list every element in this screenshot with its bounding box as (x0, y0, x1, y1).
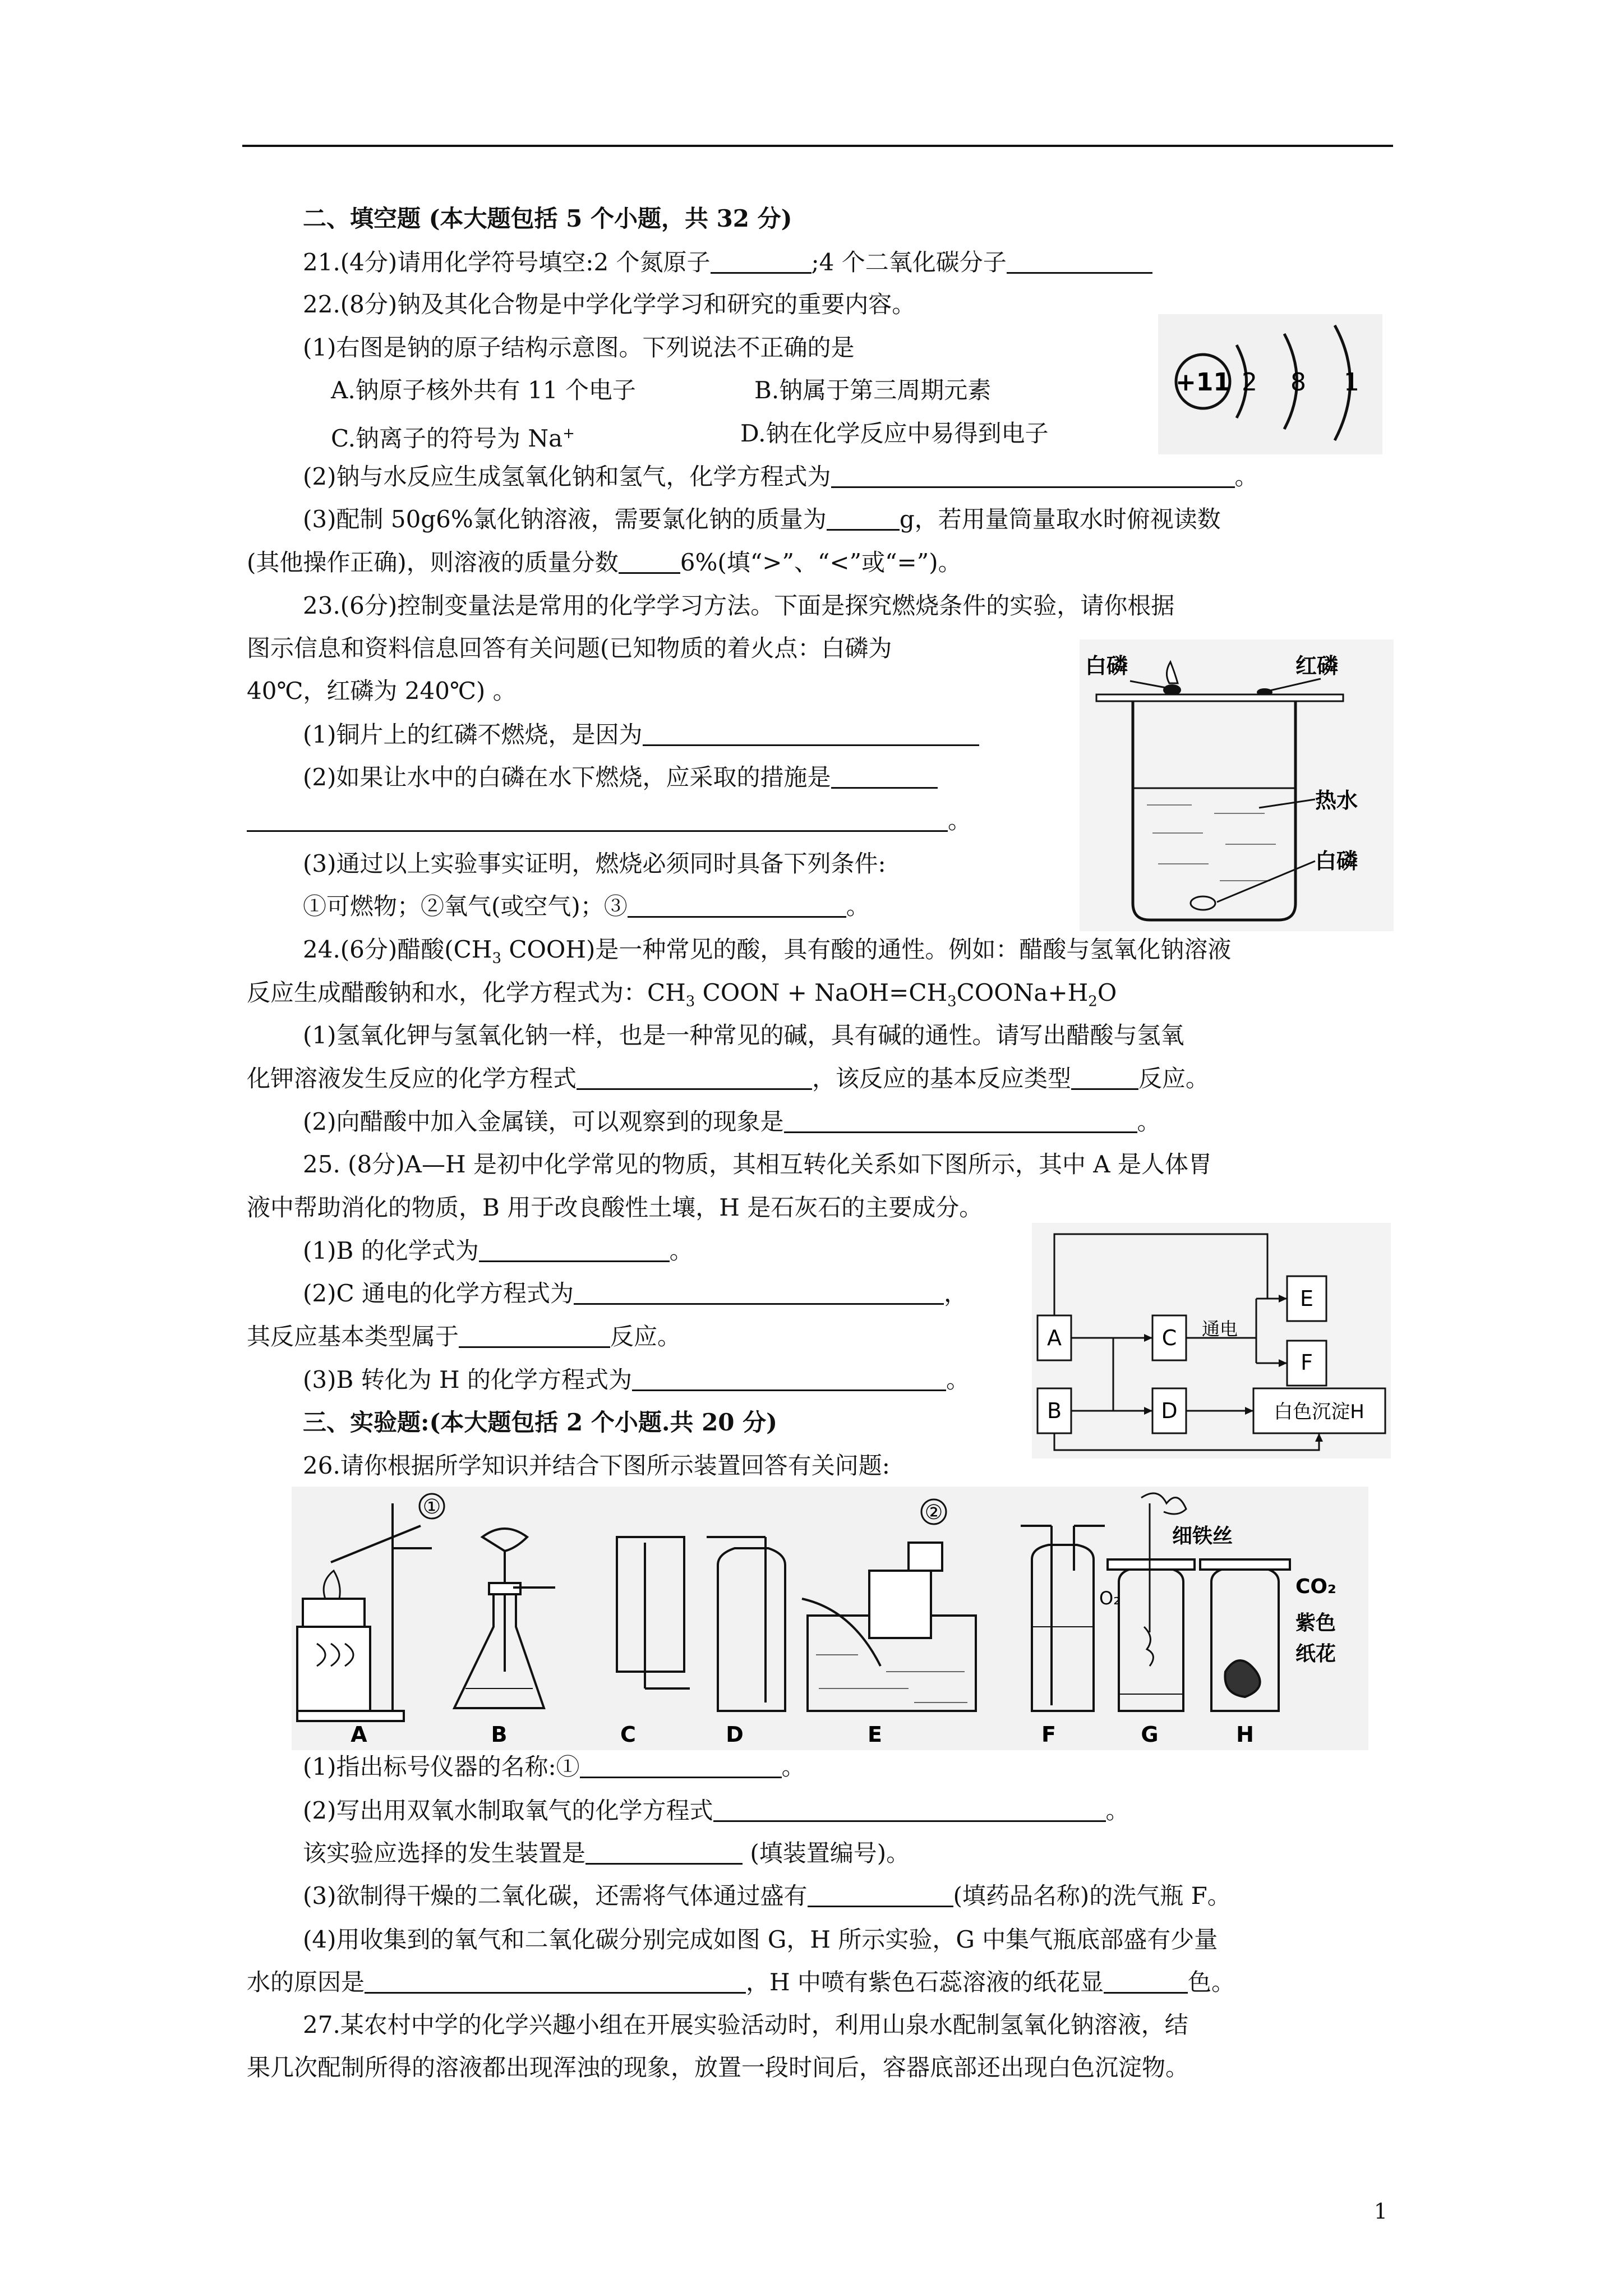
label-white-phosphorus-bottom: 白磷 (1315, 849, 1358, 873)
label-o2: O₂ (1099, 1588, 1121, 1609)
q22-p1: (1)右图是钠的原子结构示意图。下列说法不正确的是 (303, 334, 855, 361)
node-b-label: B (1046, 1398, 1062, 1423)
apparatus-label-f: F (1041, 1722, 1056, 1747)
shell-count: 8 (1290, 368, 1306, 397)
q25-p2: (2)C 通电的化学方程式为 ， (303, 1280, 967, 1307)
answer-blank[interactable] (577, 1066, 812, 1090)
combustion-experiment-figure (1080, 639, 1394, 931)
q22-p3b: (其他操作正确)，则溶液的质量分数 6%(填“>”、“<”或“=”)。 (247, 549, 962, 576)
edge-label-electrolysis: 通电 (1201, 1318, 1238, 1340)
node-e-label: E (1299, 1286, 1314, 1311)
transformation-diagram (1032, 1223, 1391, 1458)
q26-p2: (2)写出用双氧水制取氧气的化学方程式 。 (303, 1797, 1129, 1824)
mark-2: ② (924, 1501, 943, 1524)
answer-blank[interactable] (628, 894, 846, 918)
q22-intro: 22.(8分)钠及其化合物是中学化学学习和研究的重要内容。 (303, 291, 916, 318)
label-purple: 紫色 (1295, 1612, 1336, 1635)
page-number: 1 (1373, 2199, 1387, 2224)
q25-l1: 25. (8分)A—H 是初中化学常见的物质，其相互转化关系如下图所示，其中 A 是人体胃 (303, 1151, 1212, 1178)
q26-p4b: 水的原因是 ，H 中喷有紫色石蕊溶液的纸花显 色。 (247, 1968, 1235, 1996)
answer-blank[interactable] (574, 1281, 944, 1305)
q24-p1b: 化钾溶液发生反应的化学方程式 ，该反应的基本反应类型 反应。 (247, 1065, 1210, 1092)
node-c-label: C (1161, 1326, 1177, 1350)
answer-blank[interactable] (713, 1798, 1106, 1822)
node-a-label: A (1047, 1326, 1062, 1350)
copper-sheet (1096, 694, 1343, 701)
answer-blank[interactable] (632, 1367, 946, 1391)
q23-l3: 40℃，红磷为 240℃) 。 (247, 677, 517, 705)
apparatus-label-h: H (1236, 1722, 1254, 1747)
q23-l1: 23.(6分)控制变量法是常用的化学学习方法。下面是探究燃烧条件的实验，请你根据 (303, 592, 1175, 619)
q24-p2: (2)向醋酸中加入金属镁，可以观察到的现象是 。 (303, 1108, 1161, 1135)
label-hot-water: 热水 (1315, 788, 1358, 813)
q25-p3: (3)B 转化为 H 的化学方程式为 。 (303, 1366, 970, 1393)
q26-p4a: (4)用收集到的氧气和二氧化碳分别完成如图 G，H 所示实验，G 中集气瓶底部盛有少量 (303, 1926, 1218, 1953)
q26-p3: (3)欲制得干燥的二氧化碳，还需将气体通过盛有 (填药品名称)的洗气瓶 F。 (303, 1882, 1231, 1910)
label-co2: CO₂ (1295, 1575, 1336, 1598)
label-paper-flower: 纸花 (1295, 1642, 1336, 1665)
shell-count: 1 (1344, 368, 1359, 397)
label-white-phosphorus-top: 白磷 (1085, 654, 1128, 678)
q27-l1: 27.某农村中学的化学兴趣小组在开展实验活动时，利用山泉水配制氢氧化钠溶液，结 (303, 2011, 1188, 2039)
q27-l2: 果几次配制所得的溶液都出现浑浊的现象，放置一段时间后，容器底部还出现白色沉淀物。 (247, 2054, 1189, 2081)
apparatus-label-b: B (491, 1722, 508, 1747)
q22-option-d: D.钠在化学反应中易得到电子 (740, 420, 1049, 447)
q23-p3: (3)通过以上实验事实证明，燃烧必须同时具备下列条件: (303, 850, 886, 877)
q24-p1a: (1)氢氧化钾与氢氧化钠一样，也是一种常见的碱，具有碱的通性。请写出醋酸与氢氧 (303, 1022, 1184, 1049)
q25-p1: (1)B 的化学式为 。 (303, 1237, 693, 1264)
answer-blank[interactable] (365, 1970, 746, 1994)
q26-p2b: 该实验应选择的发生装置是 (填装置编号)。 (303, 1839, 910, 1867)
q22-p2: (2)钠与水反应生成氢氧化钠和氢气，化学方程式为 。 (303, 463, 1258, 490)
answer-blank[interactable] (784, 1109, 1137, 1133)
q24-l1: 24.(6分)醋酸($CH_3$ COOH)是一种常见的酸，具有酸的通性。例如：醋酸与氢氧化钠溶液 (303, 936, 1232, 967)
apparatus-label-a: A (351, 1722, 367, 1747)
answer-blank[interactable] (827, 507, 900, 531)
apparatus-figure (292, 1487, 1368, 1750)
answer-blank[interactable] (580, 1754, 782, 1778)
q23-l2: 图示信息和资料信息回答有关问题(已知物质的着火点：白磷为 (247, 634, 892, 662)
node-h-label: 白色沉淀H (1274, 1401, 1364, 1423)
answer-blank[interactable] (831, 464, 1235, 488)
q26-p1: (1)指出标号仪器的名称:① 。 (303, 1753, 805, 1780)
answer-blank[interactable] (643, 722, 979, 746)
q24-l2: 反应生成醋酸钠和水，化学方程式为：$CH_3$ COON + $NaOH=CH_3COONa+H_2O$ (247, 979, 1117, 1010)
answer-blank[interactable] (831, 765, 938, 789)
q22-option-a: A.钠原子核外共有 11 个电子 (331, 376, 636, 404)
apparatus-label-e: E (868, 1722, 882, 1747)
q23-p2: (2)如果让水中的白磷在水下燃烧，应采取的措施是 (303, 762, 938, 793)
nucleus-label: +11 (1175, 368, 1231, 397)
answer-blank[interactable] (1071, 1066, 1138, 1090)
node-f-label: F (1301, 1350, 1313, 1375)
answer-blank[interactable] (619, 550, 680, 574)
q25-l2: 液中帮助消化的物质，B 用于改良酸性土壤，H 是石灰石的主要成分。 (247, 1194, 983, 1221)
top-rule (242, 145, 1393, 147)
answer-blank[interactable] (459, 1324, 610, 1348)
q25-p2b: 其反应基本类型属于 反应。 (247, 1323, 681, 1350)
apparatus-label-d: D (726, 1722, 744, 1747)
node-d-label: D (1161, 1398, 1178, 1423)
q23-p1: (1)铜片上的红磷不燃烧，是因为 (303, 719, 979, 751)
q23-p3b: ①可燃物；②氧气(或空气)；③ 。 (303, 892, 870, 920)
q23-p2-cont: 。 (247, 805, 971, 836)
label-iron-wire: 细铁丝 (1172, 1525, 1233, 1548)
answer-blank[interactable] (808, 1883, 953, 1907)
shell-count: 2 (1242, 368, 1257, 397)
q22-option-b: B.钠属于第三周期元素 (754, 376, 992, 404)
q22-p3a: (3)配制 50g6%氯化钠溶液，需要氯化钠的质量为 g，若用量筒量取水时俯视读数 (303, 505, 1221, 533)
answer-blank[interactable] (585, 1841, 743, 1865)
apparatus-label-g: G (1141, 1722, 1159, 1747)
sodium-atom-diagram (1158, 314, 1382, 454)
answer-blank[interactable] (479, 1238, 670, 1262)
q21: 21.(4分)请用化学符号填空:2 个氮原子 ;4 个二氧化碳分子 (303, 247, 1152, 278)
q22-option-c: C.钠离子的符号为 Na+ (331, 425, 575, 452)
answer-blank[interactable] (1007, 250, 1152, 274)
answer-blank[interactable] (711, 250, 811, 274)
mark-1: ① (422, 1496, 441, 1519)
apparatus-label-c: C (620, 1722, 636, 1747)
label-red-phosphorus: 红磷 (1295, 654, 1339, 678)
section3-title: 三、实验题:(本大题包括 2 个小题.共 20 分) (303, 1409, 778, 1436)
q26-intro: 26.请你根据所学知识并结合下图所示装置回答有关问题: (303, 1452, 890, 1479)
answer-blank[interactable] (247, 808, 948, 832)
section2-title: 二、填空题 (本大题包括 5 个小题，共 32 分) (303, 205, 792, 232)
answer-blank[interactable] (1104, 1970, 1188, 1994)
